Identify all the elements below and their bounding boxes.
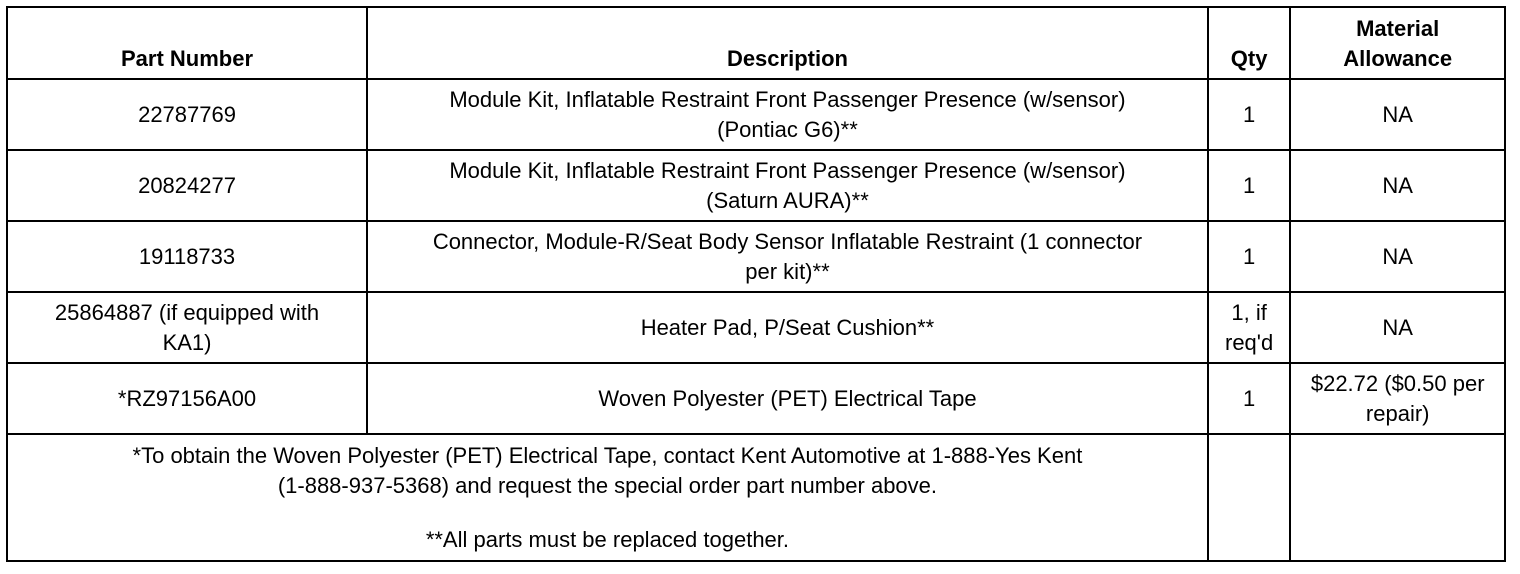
material-allowance-cell: NA bbox=[1290, 292, 1505, 363]
header-part-number: Part Number bbox=[7, 7, 367, 79]
qty-line1: 1, if bbox=[1231, 299, 1267, 325]
table-row bbox=[7, 79, 1505, 150]
notes-qty-empty-cell bbox=[1208, 434, 1291, 561]
description-cell bbox=[367, 221, 1208, 292]
description-cell bbox=[367, 150, 1208, 221]
qty-cell: 1 bbox=[1208, 79, 1291, 150]
note-tape-contact-line2: (1-888-937-5368) and request the special order part number above. bbox=[277, 472, 938, 498]
material-line1: $22.72 ($0.50 per bbox=[1310, 370, 1485, 396]
part-number-cell bbox=[7, 292, 367, 363]
header-material-line2: Allowance bbox=[1343, 46, 1453, 71]
description-line2: (Pontiac G6)** bbox=[717, 116, 858, 142]
material-allowance-cell: NA bbox=[1290, 79, 1505, 150]
parts-table-container bbox=[6, 6, 1506, 562]
note-spacer bbox=[14, 501, 1201, 525]
description-line2: (Saturn AURA)** bbox=[706, 187, 869, 213]
material-line2: repair) bbox=[1365, 400, 1430, 426]
material-allowance-cell: NA bbox=[1290, 150, 1505, 221]
part-number-cell: 19118733 bbox=[7, 221, 367, 292]
description-line1: Module Kit, Inflatable Restraint Front Passenger Presence (w/sensor) bbox=[449, 157, 1126, 183]
header-description: Description bbox=[367, 7, 1208, 79]
notes-row bbox=[7, 434, 1505, 561]
description-line1: Module Kit, Inflatable Restraint Front Passenger Presence (w/sensor) bbox=[449, 86, 1126, 112]
description-line1: Connector, Module-R/Seat Body Sensor Inflatable Restraint (1 connector bbox=[432, 228, 1143, 254]
table-row bbox=[7, 363, 1505, 434]
part-number-cell: *RZ97156A00 bbox=[7, 363, 367, 434]
header-row bbox=[7, 7, 1505, 79]
parts-table bbox=[6, 6, 1506, 562]
description-line2: per kit)** bbox=[745, 258, 830, 284]
note-tape-contact-line1: *To obtain the Woven Polyester (PET) Electrical Tape, contact Kent Automotive at 1-888-Yes Kent bbox=[132, 442, 1083, 468]
qty-line2: req'd bbox=[1225, 329, 1274, 355]
part-number-line2: KA1) bbox=[162, 329, 212, 355]
part-number-cell: 20824277 bbox=[7, 150, 367, 221]
table-row bbox=[7, 150, 1505, 221]
description-cell: Heater Pad, P/Seat Cushion** bbox=[367, 292, 1208, 363]
part-number-cell: 22787769 bbox=[7, 79, 367, 150]
table-row bbox=[7, 221, 1505, 292]
qty-cell: 1 bbox=[1208, 150, 1291, 221]
material-allowance-cell bbox=[1290, 363, 1505, 434]
qty-cell bbox=[1208, 292, 1291, 363]
header-qty: Qty bbox=[1208, 7, 1291, 79]
material-allowance-cell: NA bbox=[1290, 221, 1505, 292]
note-replace-together: **All parts must be replaced together. bbox=[425, 526, 790, 552]
header-material-allowance bbox=[1290, 7, 1505, 79]
part-number-line1: 25864887 (if equipped with bbox=[54, 299, 320, 325]
table-row bbox=[7, 292, 1505, 363]
header-material-line1: Material bbox=[1356, 16, 1440, 41]
notes-material-empty-cell bbox=[1290, 434, 1505, 561]
qty-cell: 1 bbox=[1208, 363, 1291, 434]
notes-cell bbox=[7, 434, 1208, 561]
qty-cell: 1 bbox=[1208, 221, 1291, 292]
description-cell: Woven Polyester (PET) Electrical Tape bbox=[367, 363, 1208, 434]
description-cell bbox=[367, 79, 1208, 150]
